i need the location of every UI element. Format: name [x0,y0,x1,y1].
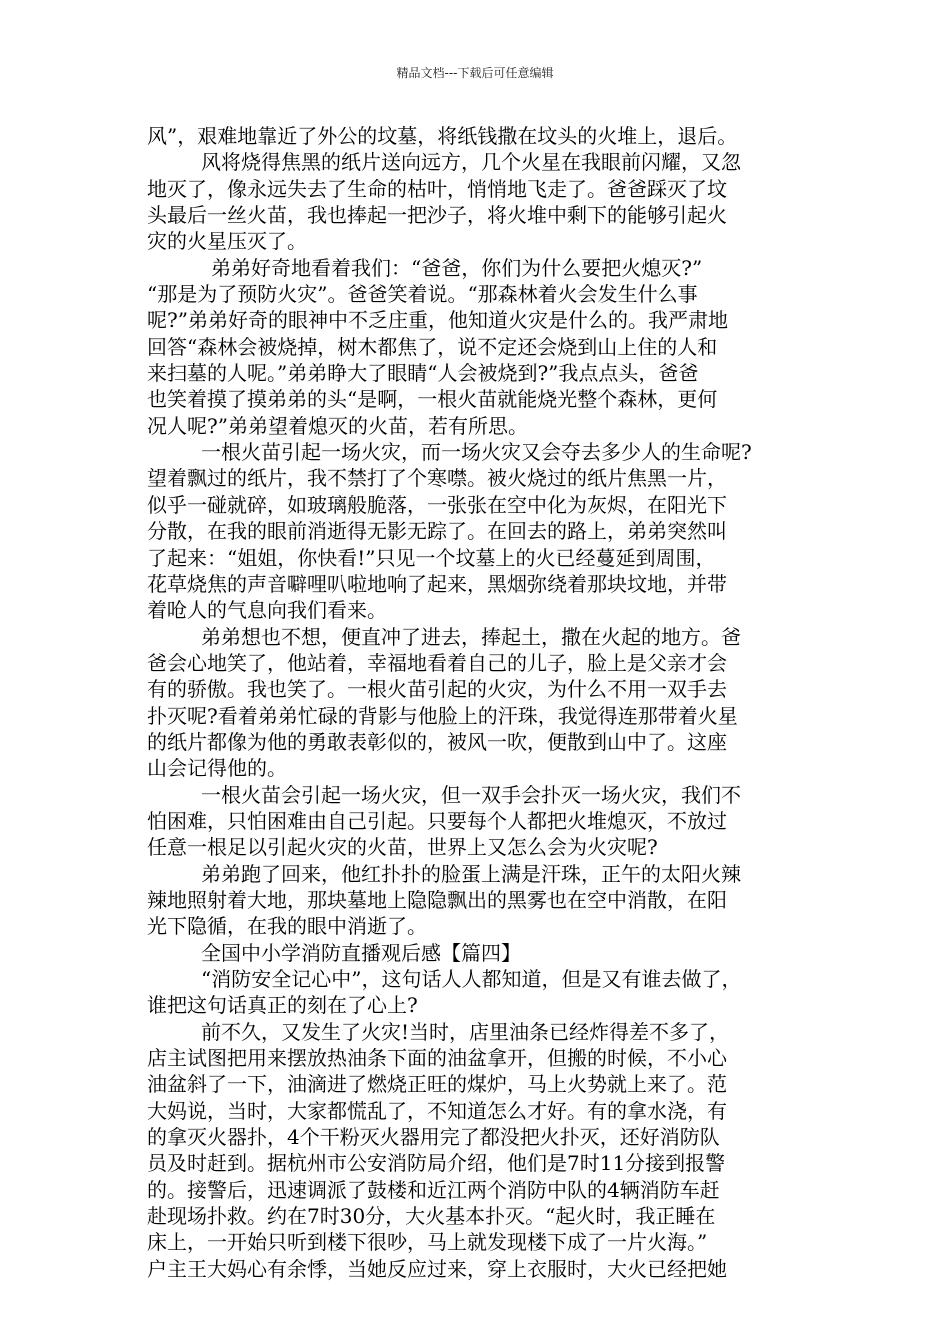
text-line: 的。接警后，迅速调派了鼓楼和近江两个消防中队的4辆消防车赶 [147,1177,720,1202]
text-line: 扑灭呢?看着弟弟忙碌的背影与他脸上的汗珠，我觉得连那带着火星 [147,703,738,728]
text-line: 分散，在我的眼前消逝得无影无踪了。在回去的路上，弟弟突然叫 [147,519,727,544]
text-line: 花草烧焦的声音噼哩叭啦地响了起来，黑烟弥绕着那块坟地，并带 [147,571,727,596]
text-line: 光下隐循，在我的眼中消逝了。 [147,914,427,939]
text-line: 谁把这句话真正的刻在了心上? [147,993,418,1018]
text-line: 床上，一开始只听到楼下很吵，马上就发现楼下成了一片火海。” [147,1230,708,1255]
text-line: 来扫墓的人呢。”弟弟睁大了眼睛“人会被烧到?”我点点头，爸爸 [147,361,699,386]
text-line: 一根火苗引起一场火灾，而一场火灾又会夺去多少人的生命呢? [201,440,752,465]
text-line: 似乎一碰就碎，如玻璃般脆落，一张张在空中化为灰烬，在阳光下 [147,492,727,517]
text-line: 员及时赶到。据杭州市公安消防局介绍，他们是7时11分接到报警 [147,1151,726,1176]
text-line: 况人呢?”弟弟望着熄灭的火苗，若有所思。 [147,413,528,438]
text-line: 户主王大妈心有余悸，当她反应过来，穿上衣服时，大火已经把她 [147,1256,727,1281]
text-line: “那是为了预防火灾”。爸爸笑着说。“那森林着火会发生什么事 [147,282,698,307]
text-line: 呢?”弟弟好奇的眼神中不乏庄重，他知道火灾是什么的。我严肃地 [147,308,728,333]
text-line: 山会记得他的。 [147,756,287,781]
text-line: 灾的火星压灭了。 [147,229,307,254]
page-header: 精品文档---下载后可任意编辑 [396,66,554,80]
text-line: 弟弟想也不想，便直冲了进去，捧起土，撒在火起的地方。爸 [201,624,741,649]
document-body [147,123,807,1282]
text-line: 有的骄傲。我也笑了。一根火苗引起的火灾，为什么不用一双手去 [147,677,727,702]
text-line: 辣地照射着大地，那块墓地上隐隐飘出的黑雾也在空中消散，在阳 [147,887,727,912]
text-line: 前不久，又发生了火灾!当时，店里油条已经炸得差不多了， [201,1019,730,1044]
text-line: 回答“森林会被烧掉，树木都焦了，说不定还会烧到山上住的人和 [147,334,718,359]
text-line: 弟弟跑了回来，他红扑扑的脸蛋上满是汗珠，正午的太阳火辣 [201,861,741,886]
section-heading: 全国中小学消防直播观后感【篇四】 [201,940,521,965]
text-line: 赴现场扑救。约在7时30分，大火基本扑灭。“起火时，我正睡在 [147,1204,716,1229]
text-line: 的纸片都像为他的勇敢表彰似的，被风一吹，便散到山中了。这座 [147,729,727,754]
text-line: 油盆斜了一下，油滴进了燃烧正旺的煤炉，马上火势就上来了。范 [147,1072,727,1097]
text-line: 一根火苗会引起一场火灾，但一双手会扑灭一场火灾，我们不 [201,782,741,807]
text-line: “消防安全记心中”，这句话人人都知道，但是又有谁去做了， [201,967,742,991]
text-line: 店主试图把用来摆放热油条下面的油盆拿开，但搬的时候，不小心 [147,1046,727,1071]
text-line: 头最后一丝火苗，我也捧起一把沙子，将火堆中剩下的能够引起火 [147,203,727,228]
text-line: 的拿灭火器扑，4个干粉灭火器用完了都没把火扑灭，还好消防队 [147,1125,720,1150]
text-line: 大妈说，当时，大家都慌乱了，不知道怎么才好。有的拿水浇，有 [147,1098,727,1123]
text-line: 望着飘过的纸片，我不禁打了个寒噤。被火烧过的纸片焦黑一片， [147,466,727,491]
text-line: 地灭了，像永远失去了生命的枯叶，悄悄地飞走了。爸爸踩灭了坟 [147,176,727,201]
text-line: 弟弟好奇地看着我们：“爸爸，你们为什么要把火熄灭?” [211,255,703,280]
text-line: 任意一根足以引起火灾的火苗，世界上又怎么会为火灾呢? [147,835,658,860]
text-line: 风将烧得焦黑的纸片送向远方，几个火星在我眼前闪耀，又忽 [201,150,741,175]
text-line: 风”，艰难地靠近了外公的坟墓，将纸钱撒在坟头的火堆上，退后。 [147,124,738,148]
text-line: 着呛人的气息向我们看来。 [147,598,387,623]
text-line: 也笑着摸了摸弟弟的头“是啊，一根火苗就能烧光整个森林，更何 [147,387,718,412]
text-line: 了起来：“姐姐，你快看!”只见一个坟墓上的火已经蔓延到周围， [147,545,716,570]
text-line: 爸会心地笑了，他站着，幸福地看着自己的儿子，脸上是父亲才会 [147,650,727,675]
text-line: 怕困难，只怕困难由自己引起。只要每个人都把火堆熄灭，不放过 [147,808,727,833]
